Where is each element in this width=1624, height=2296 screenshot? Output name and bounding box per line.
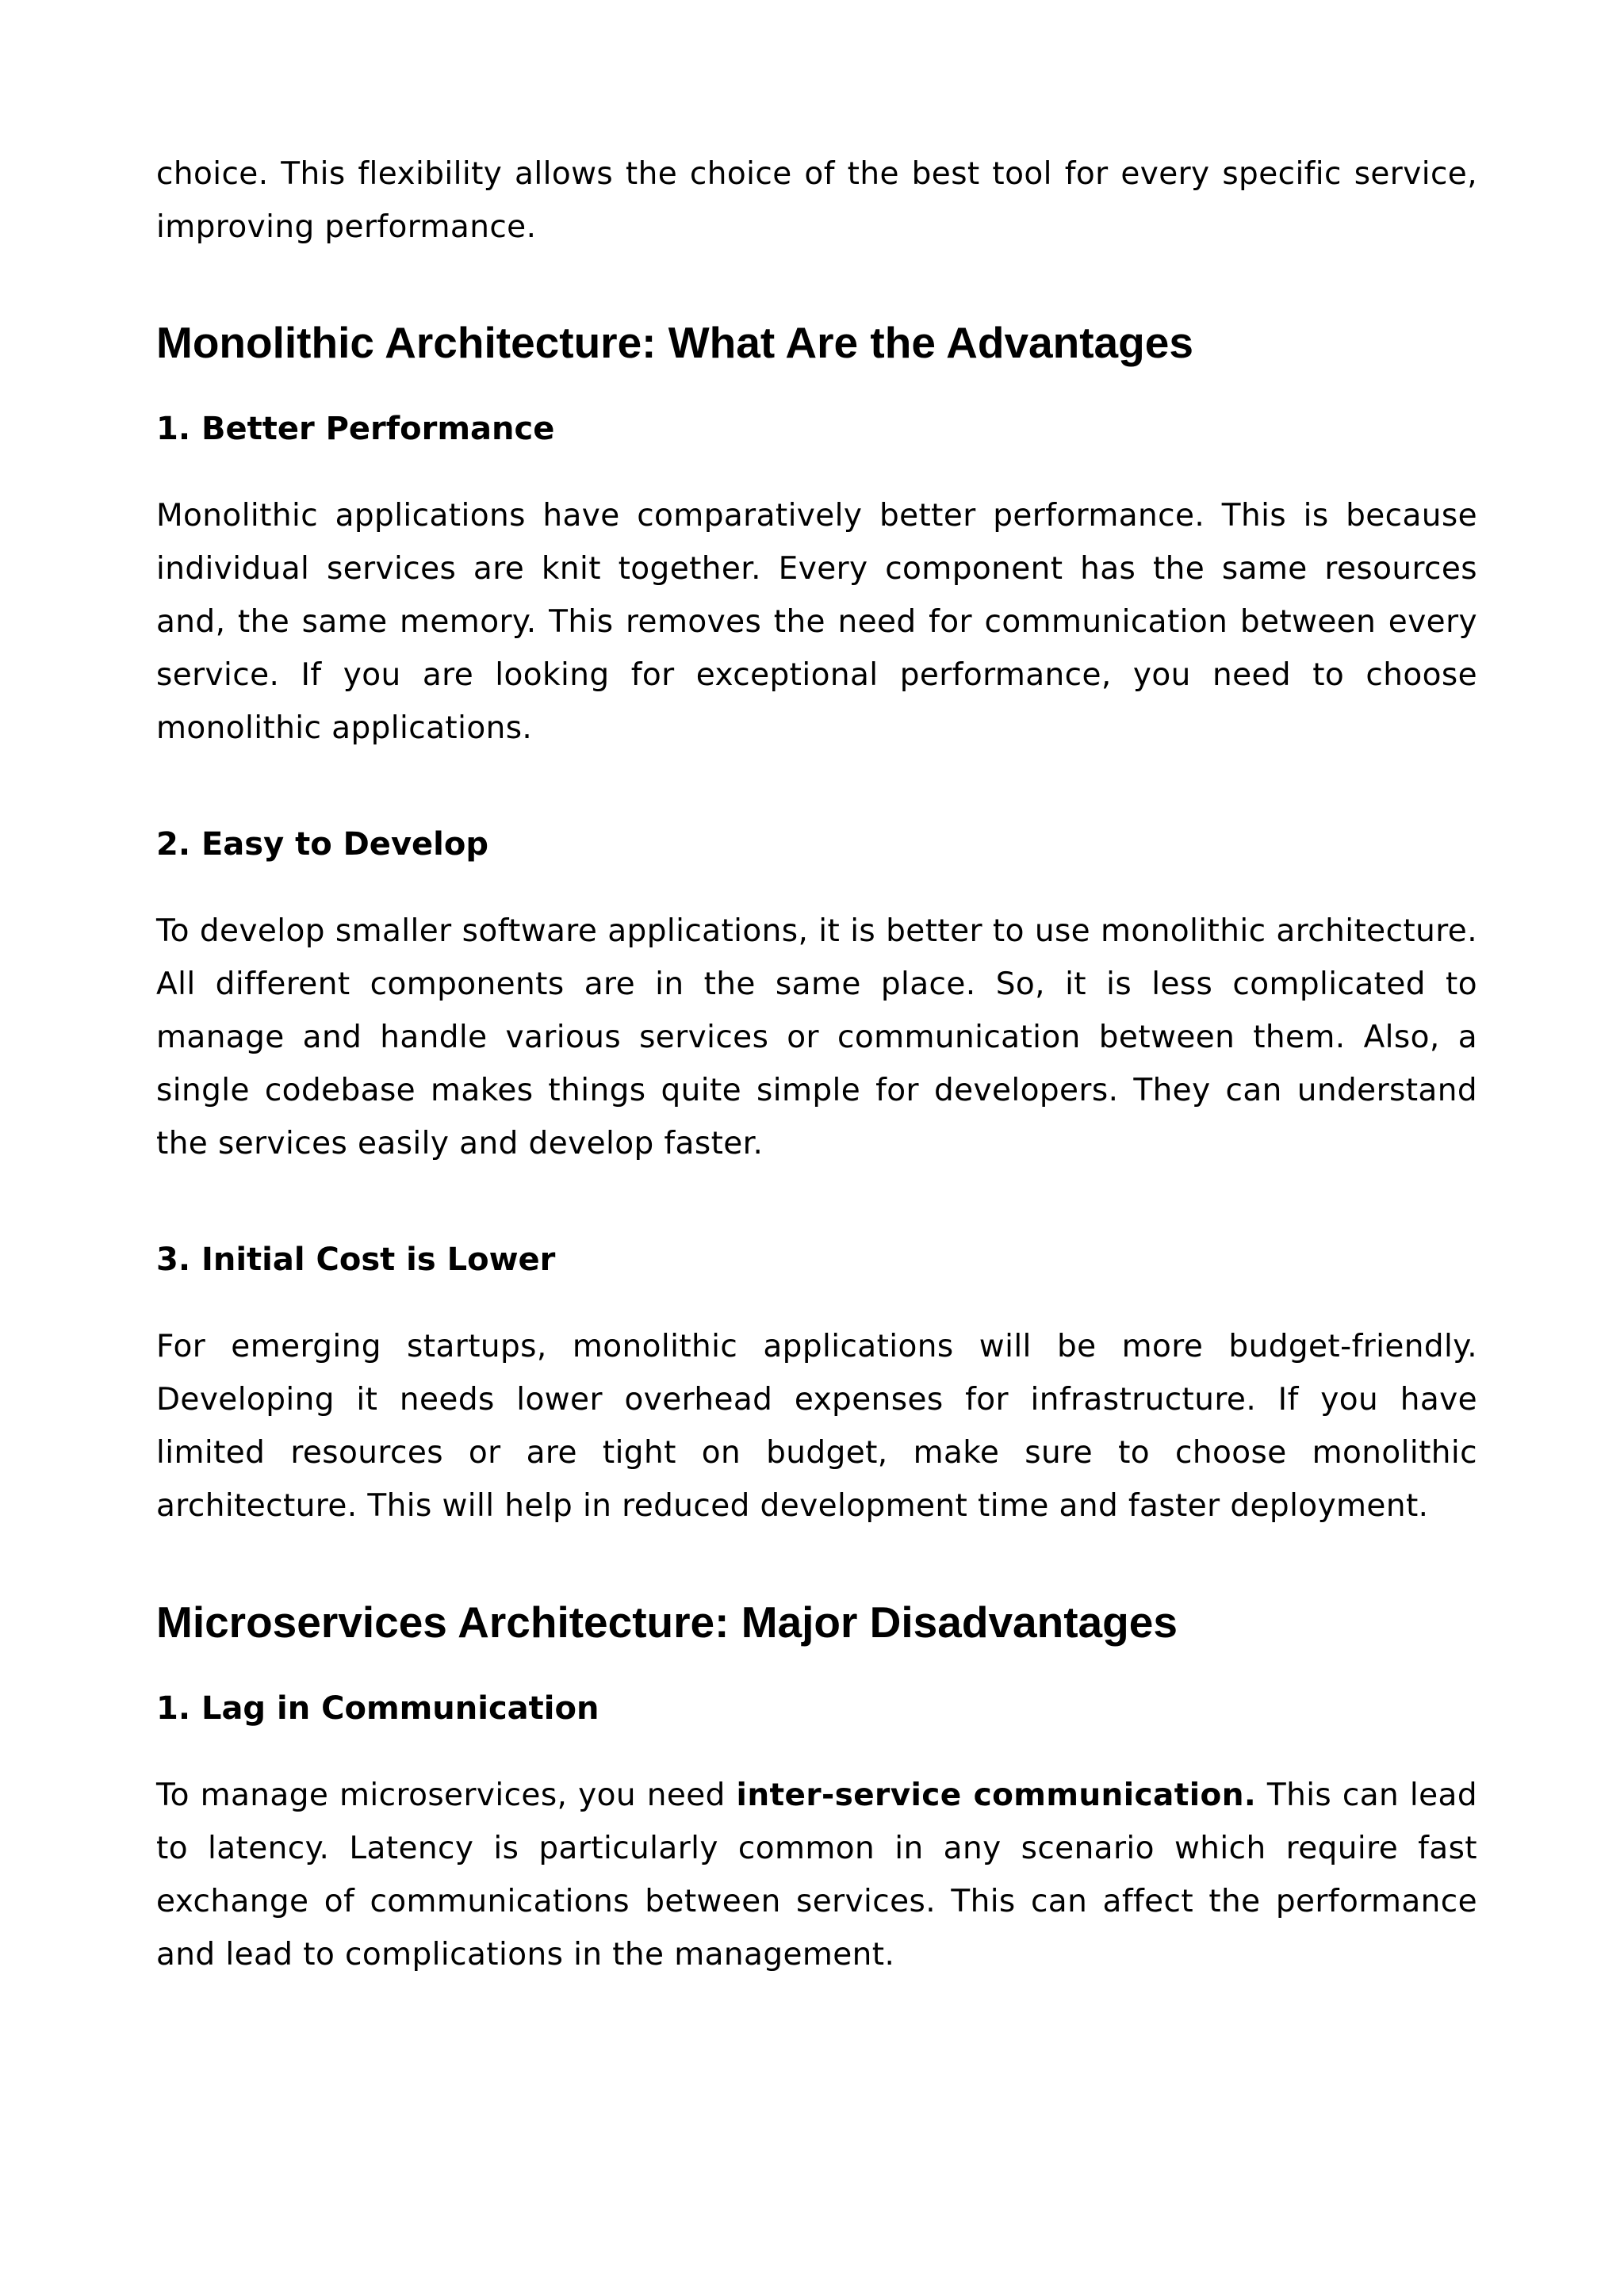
item-title-initial-cost: 3. Initial Cost is Lower bbox=[156, 1242, 556, 1278]
paragraph-lag-in-communication bbox=[156, 1769, 1477, 1981]
paragraph-easy-to-develop: To develop smaller software applications, it is better to use monolithic architecture. All different components are in the same place. So, it is less complicated to manage and handle various services or communication between them. Also, a single codebase makes things quite simple for developers. They can understand the services easily and develop faster. bbox=[156, 913, 1477, 1161]
microservices-heading: Microservices Architecture: Major Disadvantages bbox=[156, 1598, 1178, 1647]
text-run: To manage microservices, you need bbox=[156, 1777, 737, 1813]
document-page bbox=[156, 147, 1477, 1981]
intro-paragraph: choice. This flexibility allows the choice of the best tool for every specific service, improving performance. bbox=[156, 156, 1477, 245]
item-title-better-performance: 1. Better Performance bbox=[156, 411, 555, 447]
bold-term: inter-service communication. bbox=[736, 1777, 1257, 1813]
item-title-lag-in-communication: 1. Lag in Communication bbox=[156, 1690, 599, 1727]
text-run: This can lead to latency. Latency is particularly common in any scenario which require fast exchange of communications between services. This can affect the performance and lead to complications in the management. bbox=[156, 1777, 1477, 1973]
monolithic-heading: Monolithic Architecture: What Are the Advantages bbox=[156, 318, 1193, 367]
item-title-easy-to-develop: 2. Easy to Develop bbox=[156, 826, 488, 863]
paragraph-better-performance: Monolithic applications have comparatively better performance. This is because individual services are knit together. Every component has the same resources and, the same memory. This removes the need for communication between every service. If you are looking for exceptional performance, you need to choose monolithic applications. bbox=[156, 498, 1477, 746]
paragraph-initial-cost: For emerging startups, monolithic applications will be more budget-friendly. Developing it needs lower overhead expenses for infrastructure. If you have limited resources or are tight on budget, make sure to choose monolithic architecture. This will help in reduced development time and faster deployment. bbox=[156, 1329, 1477, 1524]
